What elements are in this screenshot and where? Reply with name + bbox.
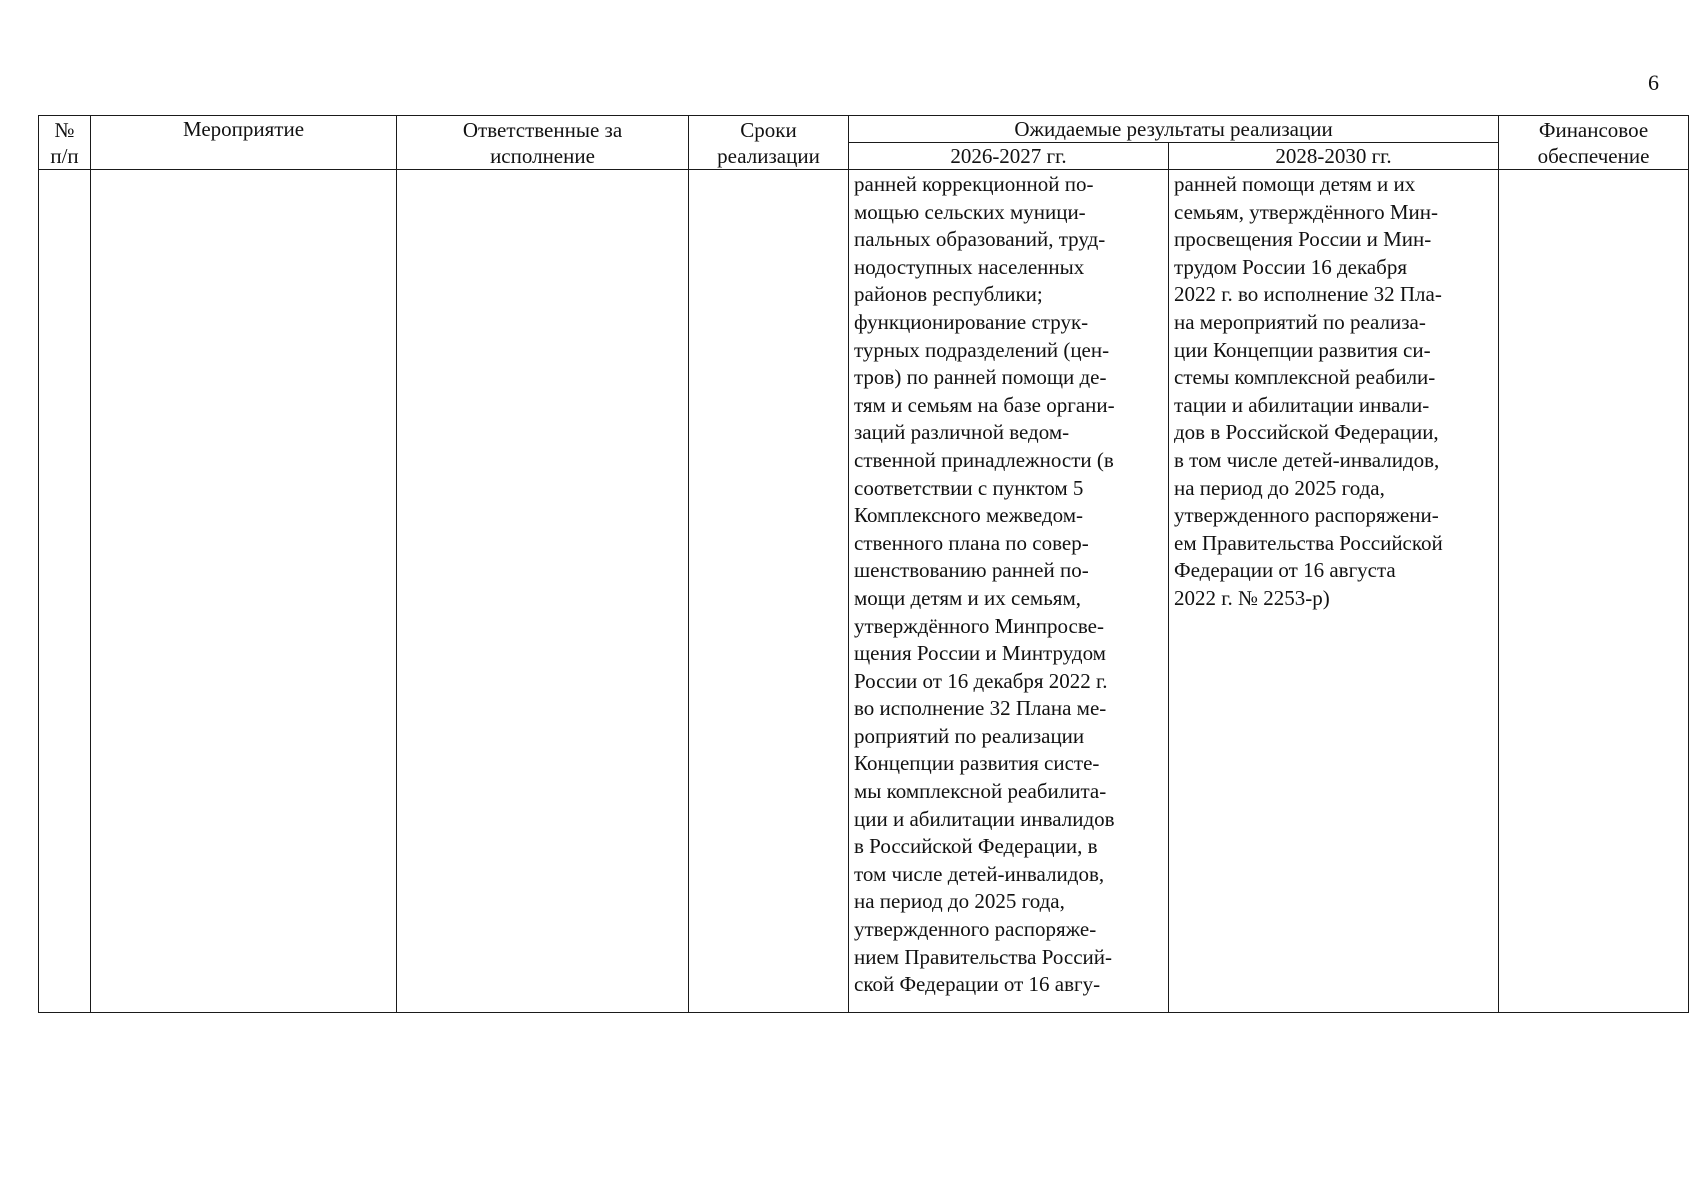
cell-result-2026-2027 bbox=[849, 170, 1169, 1013]
page-number: 6 bbox=[1648, 70, 1659, 95]
cell-responsible bbox=[397, 170, 689, 1013]
cell-activity bbox=[91, 170, 397, 1013]
header-deadlines: Сроки реализации bbox=[689, 116, 849, 170]
table-header bbox=[39, 116, 1689, 170]
action-plan-table bbox=[38, 115, 1689, 1013]
cell-funding bbox=[1499, 170, 1689, 1013]
header-responsible: Ответственные за исполнение bbox=[397, 116, 689, 170]
cell-result-2028-2030 bbox=[1169, 170, 1499, 1013]
cell-deadlines bbox=[689, 170, 849, 1013]
header-number: № п/п bbox=[39, 116, 91, 170]
result-2028-2030-text: ранней помощи детям и их семьям, утверждённого Мин- просвещения России и Мин- трудом России 16 декабря 2022 г. во исполнение 32 Пла- на мероприятий по реализа- ции Концепции развития си- стемы комплексной реабили- тации и абилитации инвали- дов в Российской Федерации, в том числе детей-инвалидов, на период до 2025 года, утвержденного распоряжени- ем Правительства Российской Федерации от 16 августа 2022 г. № 2253-р) bbox=[1174, 172, 1443, 610]
header-period-2028-2030: 2028-2030 гг. bbox=[1169, 143, 1499, 170]
table-row bbox=[39, 170, 1689, 1013]
result-2026-2027-text: ранней коррекционной по- мощью сельских муници- пальных образований, труд- нодоступных населенных районов республики; функционирование струк- турных подразделений (цен- тров) по ранней помощи де- тям и семьям на базе органи- заций различной ведом- ственной принадлежности (в соответствии с пунктом 5 Комплексного межведом- ственного плана по совер- шенствованию ранней по- мощи детям и их семьям, утверждённого Минпросве- щения России и Минтрудом России от 16 декабря 2022 г. во исполнение 32 Плана ме- роприятий по реализации Концепции развития систе- мы комплексной реабилита- ции и абилитации инвалидов в Российской Федерации, в том числе детей-инвалидов, на период до 2025 года, утвержденного распоряже- нием Правительства Россий- ской Федерации от 16 авгу- bbox=[854, 172, 1115, 997]
header-funding: Финансовое обеспечение bbox=[1499, 116, 1689, 170]
header-activity: Мероприятие bbox=[91, 116, 397, 170]
header-period-2026-2027: 2026-2027 гг. bbox=[849, 143, 1169, 170]
cell-number bbox=[39, 170, 91, 1013]
header-expected-results: Ожидаемые результаты реализации bbox=[849, 116, 1499, 143]
